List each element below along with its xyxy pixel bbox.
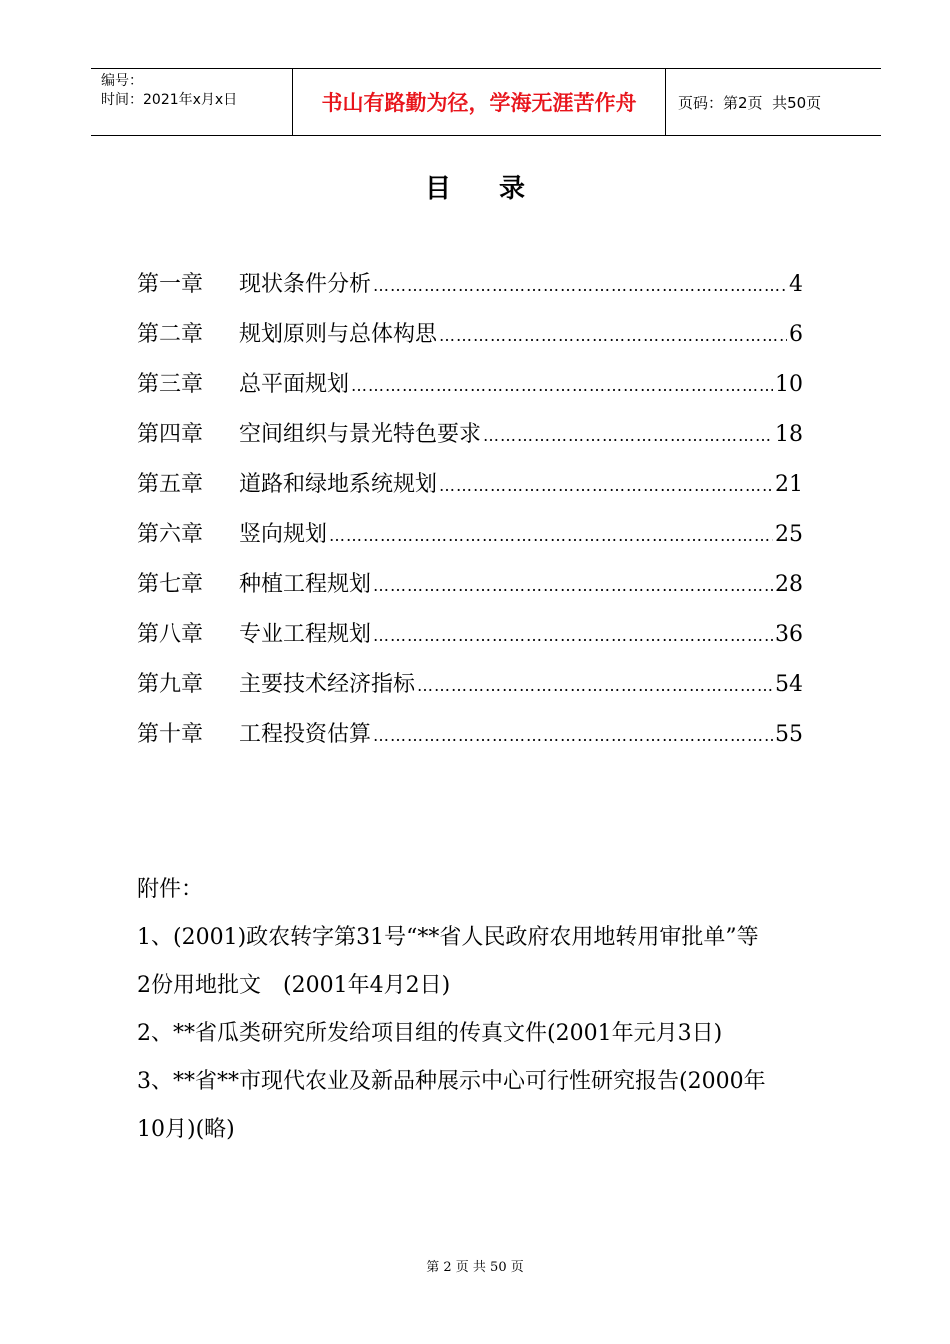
toc-chapter-name: 主要技术经济指标 [239,672,416,697]
document-time-label: 时间：2021年x月x日 [101,92,238,108]
toc-leader-dots [439,319,787,353]
toc-chapter-number: 第八章 [137,622,204,647]
toc-page-number: 21 [775,472,803,497]
toc-chapter-number: 第四章 [137,422,204,447]
toc-chapter-name: 空间组织与景光特色要求 [239,422,482,447]
toc-leader-dots [373,569,773,603]
appendix-item-3-line-2: 10月)(略) [137,1117,235,1142]
toc-entry[interactable] [137,268,803,318]
appendix-item-2: 2、**省瓜类研究所发给项目组的传真文件(2001年元月3日) [137,1021,723,1046]
toc-leader-dots [417,669,773,703]
toc-chapter-name: 竖向规划 [239,522,328,547]
toc-title-char-2: 录 [499,174,526,204]
toc-chapter-name: 工程投资估算 [239,722,372,747]
toc-title [0,168,950,205]
appendix-item-1-line-1: 1、(2001)政农转字第31号“**省人民政府农用地转用审批单”等 [137,925,759,950]
appendix-item-1-line-2: 2份用地批文 (2001年4月2日) [137,973,451,998]
toc-chapter-number: 第七章 [137,572,204,597]
toc-chapter-name: 现状条件分析 [239,272,372,297]
toc-entry[interactable] [137,418,803,468]
toc-chapter-number: 第一章 [137,272,204,297]
toc-leader-dots [483,419,773,453]
toc-chapter-number: 第三章 [137,372,204,397]
toc-page-number: 28 [775,572,803,597]
toc-leader-dots [373,719,773,753]
toc-chapter-name: 规划原则与总体构思 [239,322,438,347]
page-footer: 第 2 页 共 50 页 [426,1260,524,1275]
toc-page-number: 18 [775,422,803,447]
toc-entry[interactable] [137,518,803,568]
toc-page-number: 4 [789,272,803,297]
appendix-item-3-line-1: 3、**省**市现代农业及新品种展示中心可行性研究报告(2000年 [137,1069,766,1094]
toc-leader-dots [373,619,773,653]
toc-entry[interactable] [137,468,803,518]
toc-chapter-number: 第六章 [137,522,204,547]
toc-page-number: 6 [789,322,803,347]
toc-chapter-number: 第十章 [137,722,204,747]
toc-chapter-number: 第二章 [137,322,204,347]
toc-chapter-number: 第五章 [137,472,204,497]
header-page-info: 页码：第2页 共50页 [678,93,822,112]
toc-chapter-number: 第九章 [137,672,204,697]
document-number-label: 编号： [101,73,143,89]
toc-page-number: 54 [775,672,803,697]
toc-page-number: 25 [775,522,803,547]
toc-leader-dots [351,369,773,403]
toc-chapter-name: 种植工程规划 [239,572,372,597]
toc-chapter-name: 总平面规划 [239,372,350,397]
toc-entry[interactable] [137,568,803,618]
appendix-label: 附件： [137,877,204,902]
toc-leader-dots [329,519,773,553]
toc-leader-dots [439,469,773,503]
header-meta [91,69,293,135]
header-motto: 书山有路勤为径，学海无涯苦作舟 [293,69,666,135]
toc-leader-dots [373,269,787,303]
toc-page-number: 55 [775,722,803,747]
toc-entry[interactable] [137,718,803,768]
table-of-contents [137,268,803,768]
toc-entry[interactable] [137,668,803,718]
toc-page-number: 10 [775,372,803,397]
toc-title-char-1: 目 [424,174,451,204]
toc-entry[interactable] [137,618,803,668]
toc-chapter-name: 道路和绿地系统规划 [239,472,438,497]
toc-page-number: 36 [775,622,803,647]
toc-entry[interactable] [137,318,803,368]
appendix-section [137,866,837,1154]
page-header [91,68,881,136]
toc-chapter-name: 专业工程规划 [239,622,372,647]
toc-entry[interactable] [137,368,803,418]
